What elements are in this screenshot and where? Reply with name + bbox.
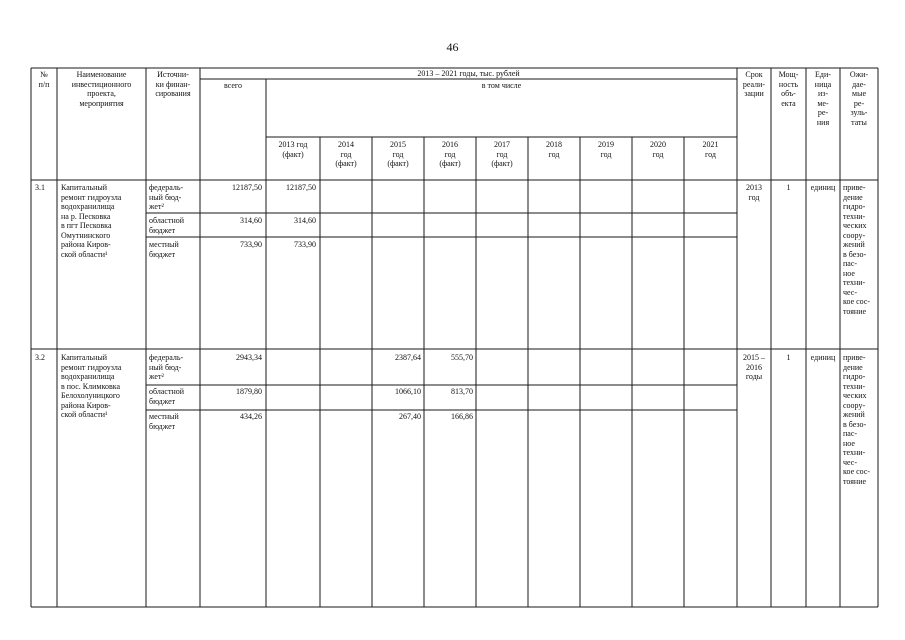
row-3-1-source-regional: областной бюджет [149,216,185,235]
row-3-1-capacity: 1 [786,183,791,192]
row-3-1-2013-local: 733,90 [294,240,316,249]
header-year-2014: 2014 год (факт) [335,140,357,168]
row-3-2-total-federal: 2943,34 [236,353,262,362]
header-year-2018: 2018 год [546,140,562,159]
header-year-2016: 2016 год (факт) [439,140,461,168]
row-3-2-name: Капитальный ремонт гидроузла водохранилища в пос. Климковка Белохолуницкого района Киров- ской области¹ [61,353,122,419]
row-3-2-capacity: 1 [786,353,791,362]
row-3-1-term: 2013 год [746,183,762,202]
row-3-2-2015-federal: 2387,64 [395,353,421,362]
header-results: Ожи- дае- мые ре- зуль- таты [849,70,869,127]
row-3-2-source-regional: областной бюджет [149,387,185,406]
header-name: Наименование инвестиционного проекта, мероприятия [71,70,132,108]
header-source: Источни- ки финан- сирования [155,70,191,98]
header-year-2019: 2019 год [598,140,614,159]
row-3-2-total-regional: 1879,80 [236,387,262,396]
header-year-2021: 2021 год [702,140,719,159]
row-3-1-name: Капитальный ремонт гидроузла водохранилища на р. Песковка в пгт Песковка Омутнинского района Киров- ской области¹ [61,183,122,259]
row-3-1-2013-federal: 12187,50 [286,183,316,192]
header-capacity: Мощ- ность объ- екта [778,70,799,108]
header-year-2020: 2020 год [650,140,666,159]
header-term: Срок реали- зации [742,70,766,98]
row-3-1-source-federal: федераль- ный бюд- жет² [149,183,184,211]
header-year-2013: 2013 год (факт) [278,140,308,159]
header-year-2017: 2017 год (факт) [491,140,513,168]
row-3-1-2013-regional: 314,60 [294,216,316,225]
row-3-2-2015-local: 267,40 [399,412,421,421]
header-unit: Еди- ница из- ме- ре- ния [814,70,832,127]
header-total: всего [223,81,242,90]
row-3-1-unit: единиц [810,183,836,192]
row-3-2-2015-regional: 1066,10 [395,387,421,396]
row-3-2-source-federal: федераль- ный бюд- жет² [149,353,184,381]
row-3-2-result: приве- дение гидро- техни- ческих соору- жений в безо- пас- ное техни- чес- кое сос- тояние [843,353,871,486]
row-3-2-source-local: местный бюджет [149,412,179,431]
row-3-2-unit: единиц [810,353,836,362]
header-year-2015: 2015 год (факт) [387,140,409,168]
row-3-1-num: 3.1 [35,183,45,192]
row-3-2-2016-regional: 813,70 [451,387,473,396]
row-3-2-term: 2015 – 2016 годы [743,353,765,381]
header-including: в том числе [481,81,522,90]
row-3-1-total-regional: 314,60 [240,216,262,225]
row-3-2-2016-local: 166,86 [451,412,473,421]
row-3-2-total-local: 434,26 [240,412,262,421]
header-num: № п/п [38,70,50,89]
header-period: 2013 – 2021 годы, тыс. рублей [417,69,520,78]
row-3-1-result: приве- дение гидро- техни- ческих соору- жений в безо- пас- ное техни- чес- кое сос- тояние [843,183,871,316]
row-3-1-total-federal: 12187,50 [232,183,262,192]
row-3-2-2016-federal: 555,70 [451,353,473,362]
row-3-1-source-local: местный бюджет [149,240,179,259]
page-number: 46 [446,40,459,54]
row-3-2-num: 3.2 [35,353,45,362]
row-3-1-total-local: 733,90 [240,240,262,249]
